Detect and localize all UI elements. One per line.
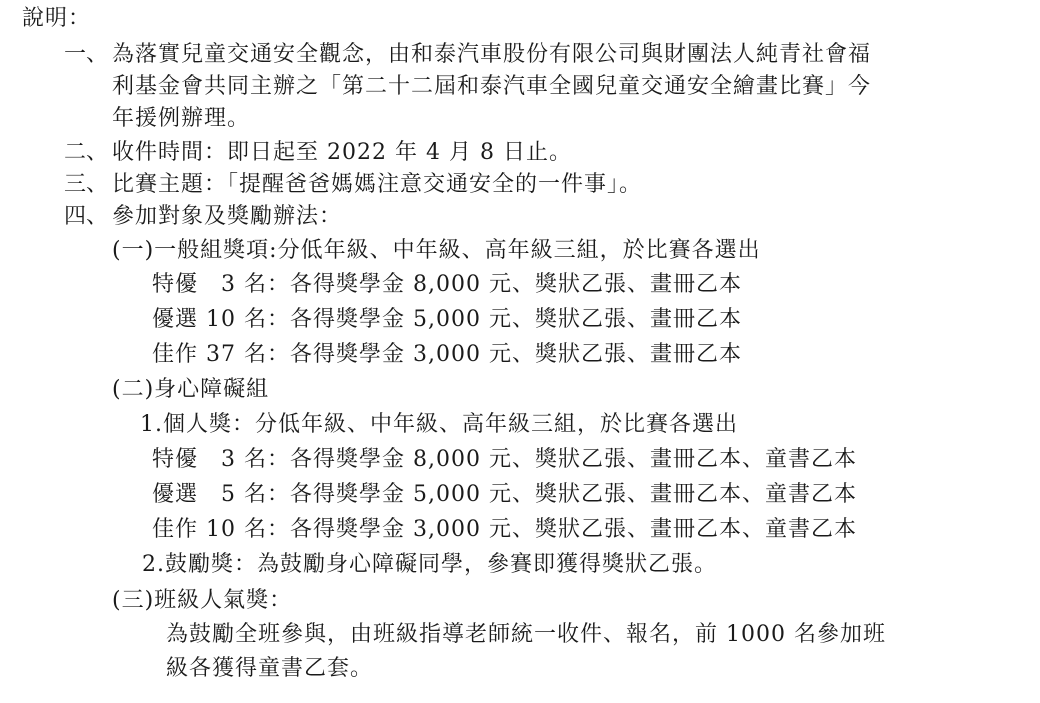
disability-award-3: 佳作 10 名：各得獎學金 3,000 元、獎狀乙張、畫冊乙本、童書乙本 [152, 517, 857, 542]
item-1-number: 一、 [64, 42, 109, 67]
item-1-line-1: 為落實兒童交通安全觀念，由和泰汽車股份有限公司與財團法人純青社會福 [112, 42, 872, 67]
individual-award-title: 1.個人獎：分低年級、中年級、高年級三組，於比賽各選出 [140, 412, 738, 437]
item-3-number: 三、 [64, 172, 109, 197]
general-award-3: 佳作 37 名：各得獎學金 3,000 元、獎狀乙張、畫冊乙本 [152, 342, 742, 367]
class-award-line-2: 級各獲得童書乙套。 [166, 656, 374, 681]
general-award-2: 優選 10 名：各得獎學金 5,000 元、獎狀乙張、畫冊乙本 [152, 307, 742, 332]
encouragement-award: 2.鼓勵獎：為鼓勵身心障礙同學，參賽即獲得獎狀乙張。 [142, 552, 717, 577]
item-1-line-2: 利基金會共同主辦之「第二十二屆和泰汽車全國兒童交通安全繪畫比賽」今 [112, 74, 872, 99]
item-4-number: 四、 [64, 204, 109, 229]
disability-group-title: (二)身心障礙組 [112, 377, 270, 402]
general-group-title: (一)一般組獎項:分低年級、中年級、高年級三組，於比賽各選出 [112, 238, 761, 263]
disability-award-1: 特優 3 名：各得獎學金 8,000 元、獎狀乙張、畫冊乙本、童書乙本 [152, 447, 857, 472]
disability-award-2: 優選 5 名：各得獎學金 5,000 元、獎狀乙張、畫冊乙本、童書乙本 [152, 482, 857, 507]
general-award-1: 特優 3 名：各得獎學金 8,000 元、獎狀乙張、畫冊乙本 [152, 272, 742, 297]
item-3-line-1: 比賽主題：「提醒爸爸媽媽注意交通安全的一件事」。 [112, 172, 643, 197]
heading: 說明： [22, 6, 92, 31]
class-award-line-1: 為鼓勵全班參與，由班級指導老師統一收件、報名，前 1000 名參加班 [166, 622, 886, 647]
item-2-number: 二、 [64, 140, 109, 165]
class-award-title: (三)班級人氣獎： [112, 588, 293, 613]
item-2-line-1: 收件時間：即日起至 2022 年 4 月 8 日止。 [112, 140, 572, 165]
item-1-line-3: 年援例辦理。 [112, 106, 251, 131]
item-4-line-1: 參加對象及獎勵辦法： [112, 204, 343, 229]
